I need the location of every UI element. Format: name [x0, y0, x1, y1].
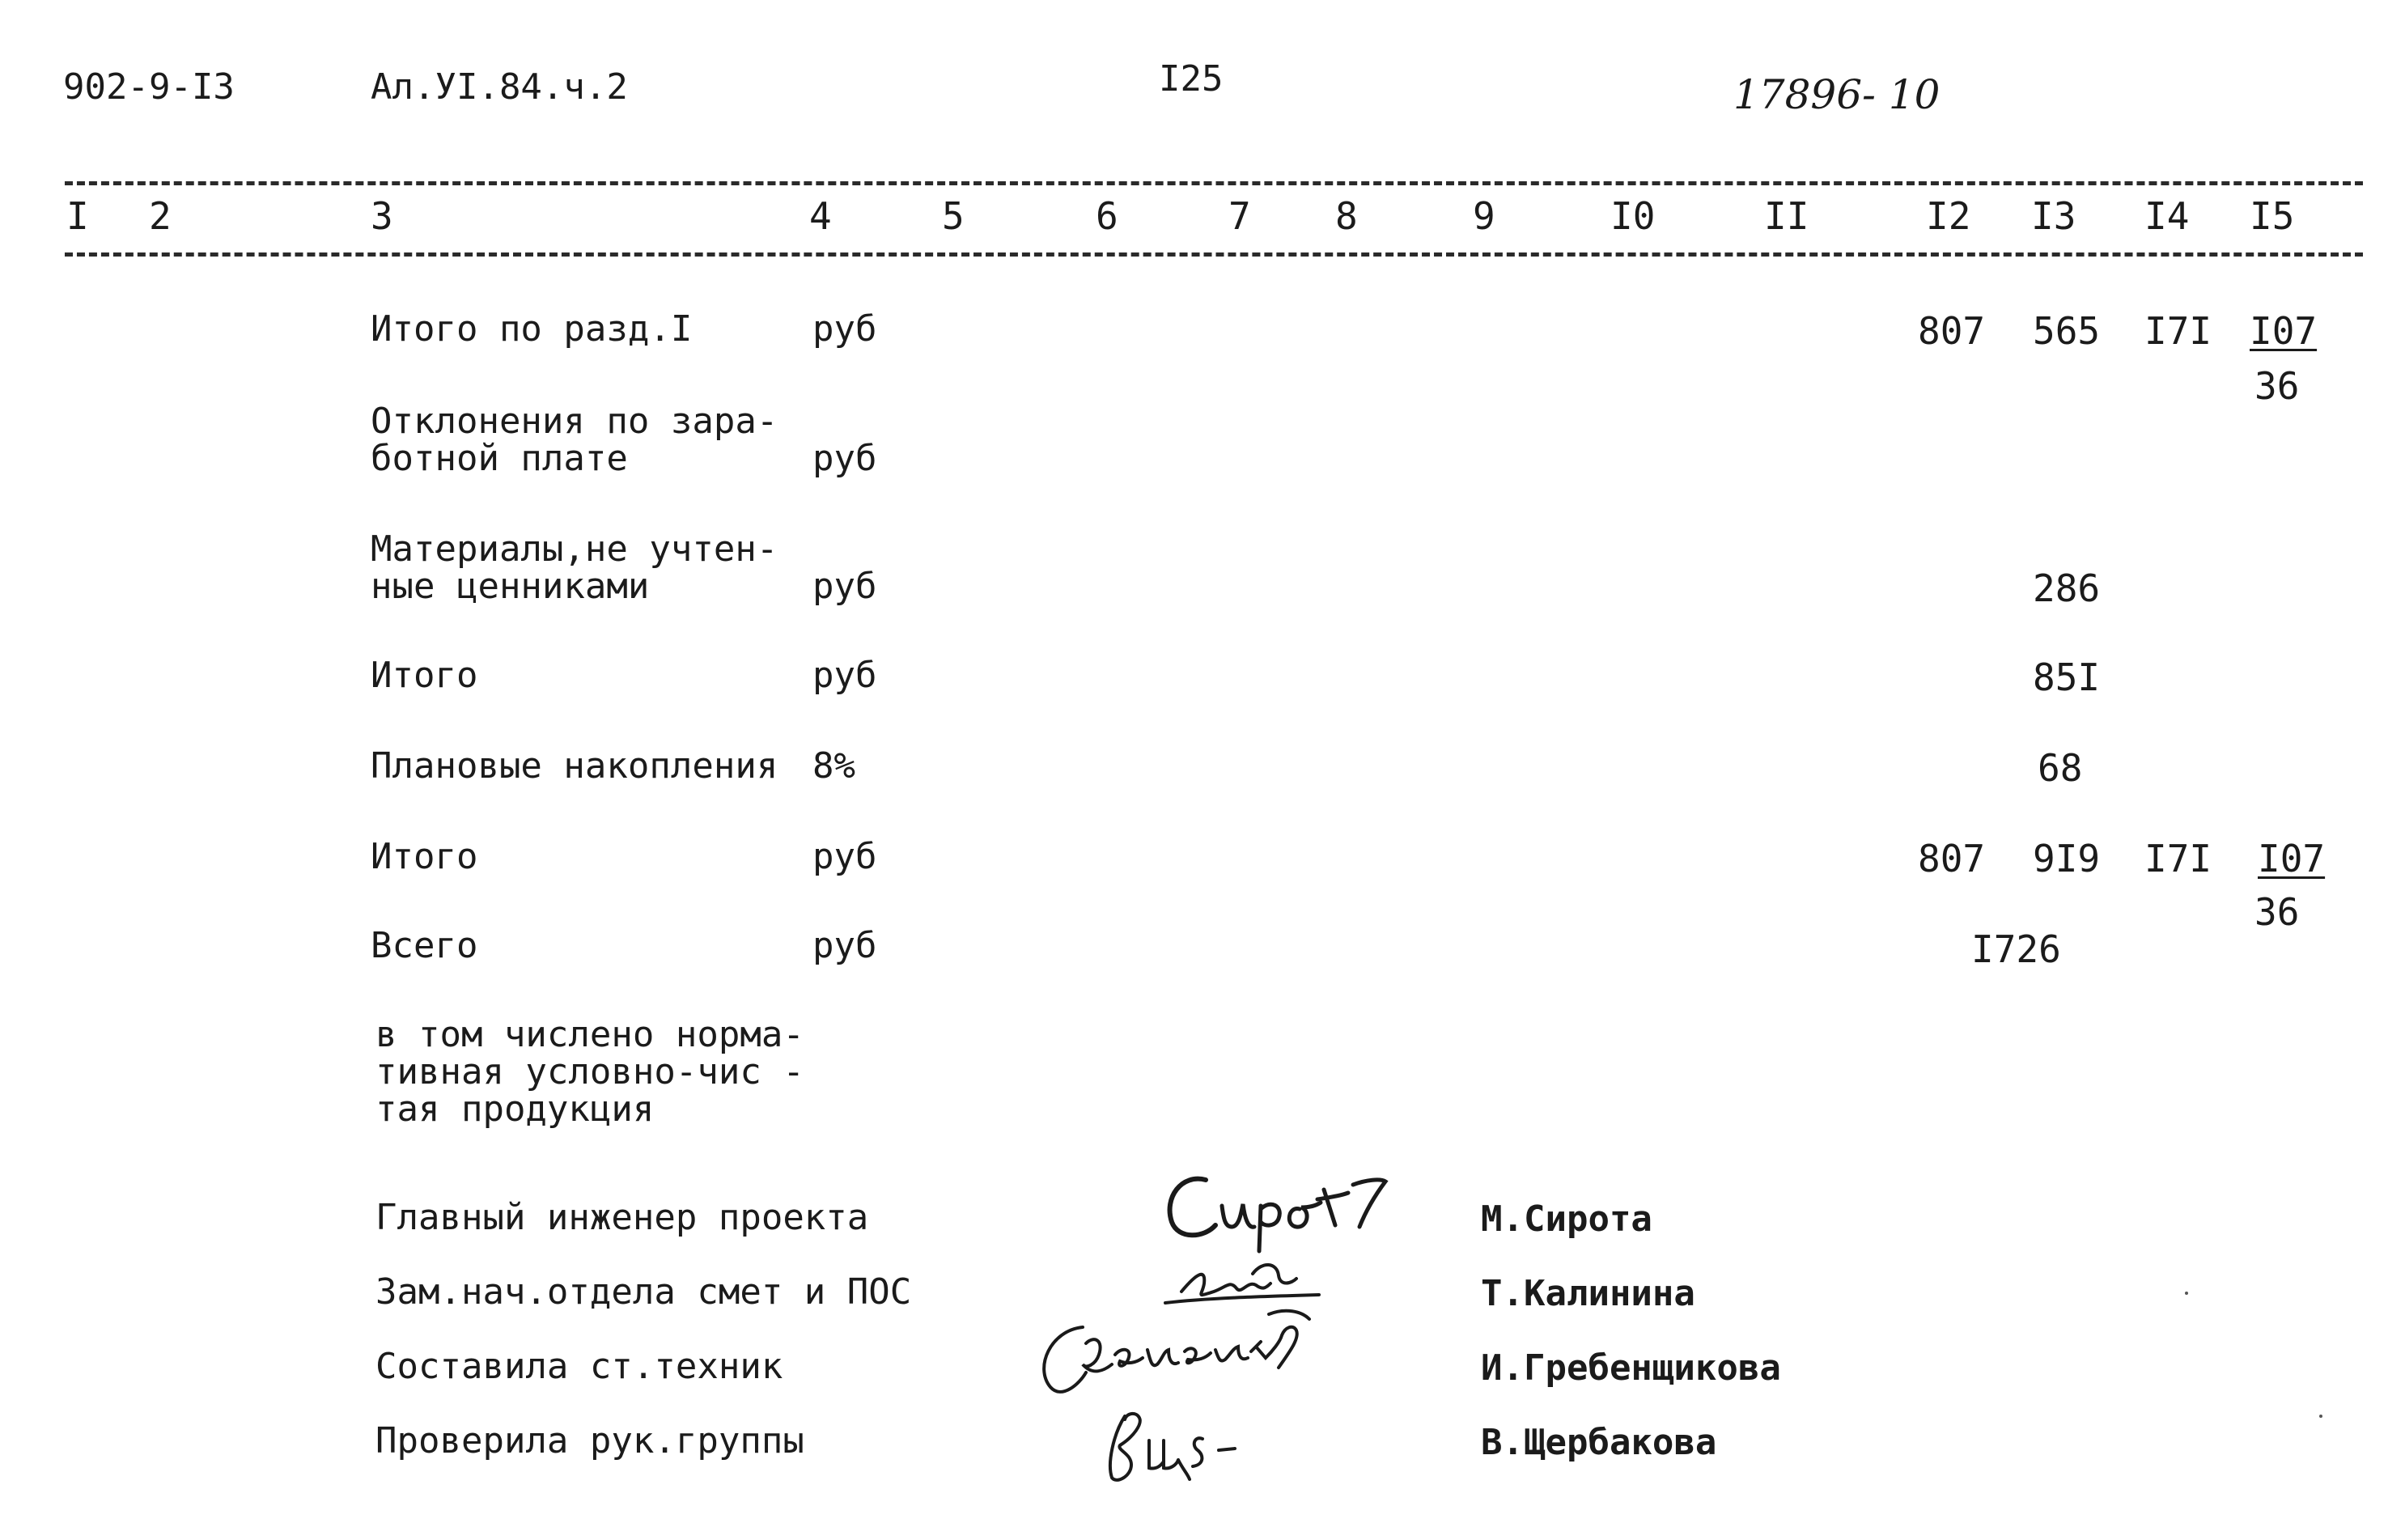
row-label: тая продукция: [375, 1088, 655, 1130]
column-header: I5: [2250, 194, 2295, 238]
column-header: I3: [2031, 194, 2076, 238]
signature-sirota: [1157, 1157, 1392, 1254]
row-label: ные ценниками: [371, 566, 650, 607]
signer-name: Т.Калинина: [1481, 1273, 1695, 1314]
signature-shcherbakova: [1092, 1400, 1270, 1489]
document-code: 902-9-I3: [63, 66, 235, 108]
row-label: Итого: [371, 655, 478, 696]
album-reference: Ал.УI.84.ч.2: [371, 66, 628, 108]
row-unit: руб: [812, 566, 877, 607]
column-header: I4: [2144, 194, 2190, 238]
row-unit: 8%: [812, 745, 855, 787]
signer-role: Составила ст.техник: [375, 1346, 783, 1387]
cell-col12: 807: [1918, 309, 1986, 353]
row-label: Всего: [371, 925, 478, 966]
scan-speck: [2319, 1415, 2322, 1418]
column-header: 4: [809, 194, 832, 238]
row-label: Отклонения по зара-: [371, 401, 778, 442]
column-header: II: [1764, 194, 1809, 238]
column-header: I: [66, 194, 89, 238]
cell-col12-13-total: I726: [1971, 927, 2061, 971]
row-unit: руб: [812, 438, 877, 479]
row-label: Материалы,не учтен-: [371, 528, 778, 570]
signer-name: В.Щербакова: [1481, 1422, 1717, 1463]
cell-col13: 565: [2033, 309, 2101, 353]
signer-role: Главный инженер проекта: [375, 1197, 869, 1238]
cell-col15-denominator: 36: [2254, 890, 2300, 934]
cell-col13: 85I: [2033, 655, 2101, 699]
column-header: 7: [1228, 194, 1251, 238]
header-rule-top: [65, 181, 2363, 185]
column-header: 6: [1096, 194, 1118, 238]
cell-col15-numerator: I07: [2250, 309, 2318, 353]
signature-grebenshchikova: [1026, 1303, 1326, 1408]
page-number: I25: [1159, 58, 1224, 100]
row-label: Итого: [371, 836, 478, 877]
cell-col13: 286: [2033, 566, 2101, 610]
column-header: 8: [1335, 194, 1358, 238]
cell-col12: 807: [1918, 837, 1986, 880]
row-label: ботной плате: [371, 438, 628, 479]
column-header: 9: [1473, 194, 1495, 238]
scan-speck: [2185, 1292, 2188, 1295]
signer-name: М.Сирота: [1481, 1198, 1652, 1240]
column-header: 3: [371, 194, 393, 238]
column-header: I0: [1610, 194, 1656, 238]
column-header: 5: [942, 194, 965, 238]
row-unit: руб: [812, 925, 877, 966]
cell-col13: 9I9: [2033, 837, 2101, 880]
sheet-number: 17896- 10: [1733, 71, 1941, 118]
cell-col14: I7I: [2144, 309, 2212, 353]
signer-role: Проверила рук.группы: [375, 1420, 804, 1462]
cell-col15-denominator: 36: [2254, 364, 2300, 408]
signer-name: И.Гребенщикова: [1481, 1347, 1781, 1389]
cell-col15-numerator: I07: [2258, 837, 2326, 880]
cell-col13: 68: [2038, 746, 2083, 790]
column-header: I2: [1926, 194, 1971, 238]
row-label: тивная условно-чис -: [375, 1051, 804, 1092]
row-label: в том числено норма-: [375, 1014, 804, 1055]
row-label: Итого по разд.I: [371, 308, 693, 350]
cell-col14: I7I: [2144, 837, 2212, 880]
column-header: 2: [149, 194, 172, 238]
row-unit: руб: [812, 308, 877, 350]
signer-role: Зам.нач.отдела смет и ПОС: [375, 1271, 912, 1313]
header-rule-bottom: [65, 252, 2363, 257]
row-unit: руб: [812, 836, 877, 877]
row-unit: руб: [812, 655, 877, 696]
row-label: Плановые накопления: [371, 745, 778, 787]
